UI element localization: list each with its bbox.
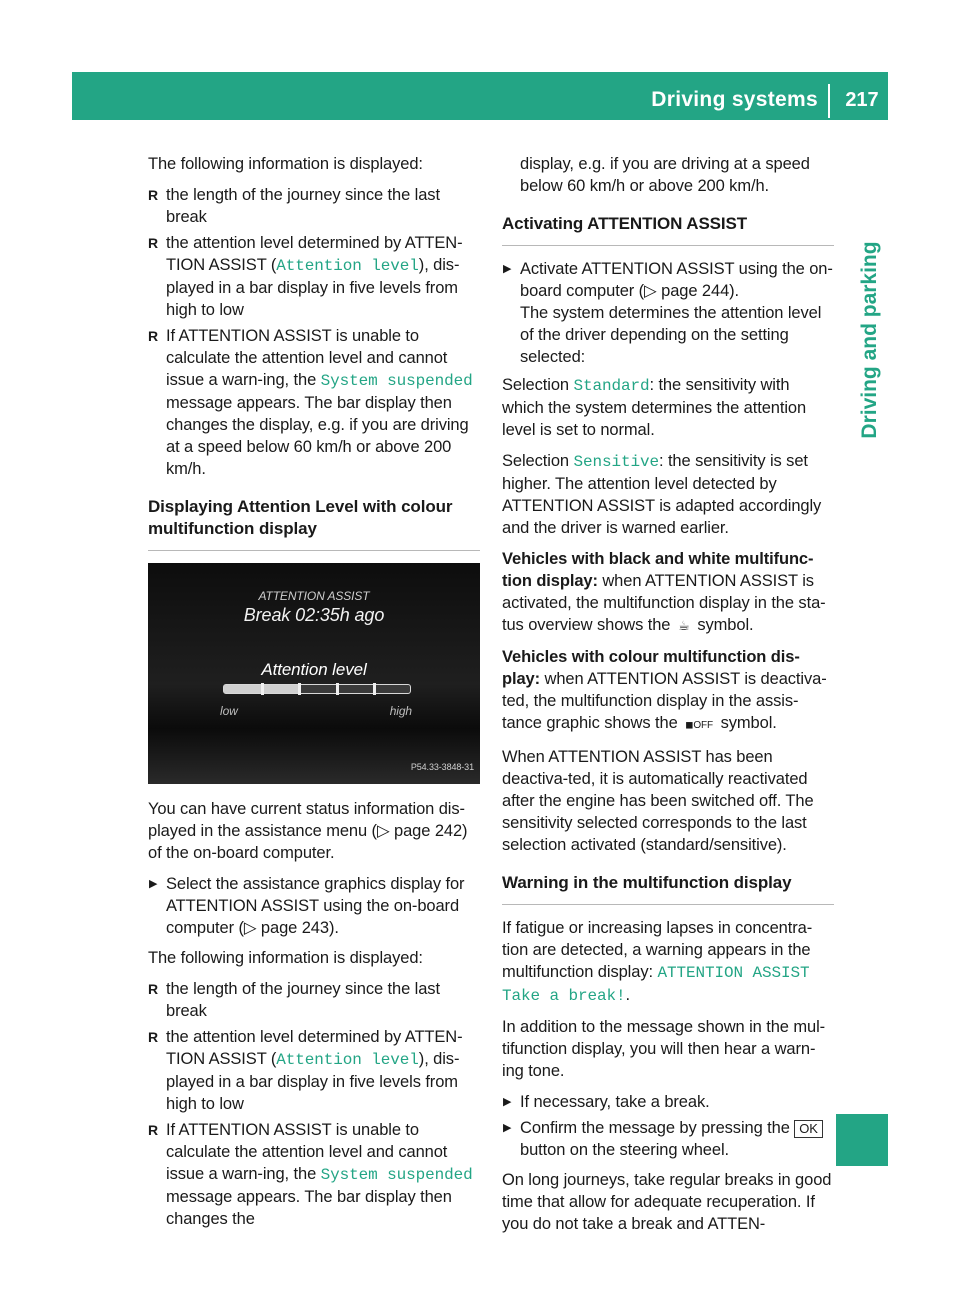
right-column (502, 153, 834, 1244)
section-heading: Warning in the multifunction display (502, 872, 834, 905)
figure-low-label: low (220, 704, 238, 718)
display-message: Sensitive (573, 453, 659, 471)
bullet-item: R If ATTENTION ASSIST is unable to calculate the attention level and cannot issue a warn-ing, the System suspended message appears. The bar display then changes the display, e.g. if you are driving at a speed below 60 km/h or above 200 km/h. (148, 325, 480, 480)
page-ref-arrow-icon: ▷ (376, 822, 390, 840)
figure-level-label: Attention level (261, 660, 367, 679)
level-tick (373, 683, 376, 695)
paragraph: On long journeys, take regular breaks in good time that allow for adequate recuperation. If you do not take a break and ATTEN- (502, 1171, 832, 1233)
section-title: Driving systems (651, 88, 818, 111)
header-divider (828, 84, 830, 118)
bullet-item: R the attention level determined by ATTEN-TION ASSIST (Attention level), dis-played in a bar display in five levels from high to low (148, 232, 480, 321)
paragraph: Vehicles with black and white multifunc-tion display: when ATTENTION ASSIST is activated, the multifunction display in the sta-tus overview shows the ☕ symbol. (502, 548, 834, 637)
level-tick (336, 683, 339, 695)
figure-break-text: Break 02:35h ago (243, 605, 385, 625)
chapter-side-label: Driving and parking (858, 241, 881, 439)
paragraph: display, e.g. if you are driving at a speed below 60 km/h or above 200 km/h. (520, 155, 810, 195)
section-heading: Activating ATTENTION ASSIST (502, 213, 834, 246)
paragraph: The following information is displayed: (148, 155, 423, 173)
paragraph: Selection Sensitive: the sensitivity is set higher. The attention level detected by ATTENTION ASSIST is adapted accordingly and the driver is warned earlier. (502, 452, 822, 537)
figure-title: ATTENTION ASSIST (258, 589, 370, 603)
step-item: ▶ If necessary, take a break. (502, 1091, 834, 1113)
level-tick (261, 683, 264, 695)
step-item: ▶ Activate ATTENTION ASSIST using the on-board computer (▷ page 244). The system determines the attention level of the driver depending on the setting selected: (502, 258, 834, 368)
ok-button-icon: OK (794, 1120, 823, 1138)
bullet-item: R the attention level determined by ATTEN-TION ASSIST (Attention level), dis-played in a bar display in five levels from high to low (148, 1026, 480, 1115)
paragraph: In addition to the message shown in the mul-tifunction display, you will then hear a warn-ing tone. (502, 1018, 826, 1080)
chapter-tab-marker (836, 1114, 888, 1166)
display-message: Attention level (276, 1051, 419, 1069)
header-bar (72, 72, 888, 120)
paragraph: You can have current status information dis-played in the assistance menu (▷ page 242) of the on-board computer. (148, 800, 468, 862)
page-number: 217 (845, 89, 879, 111)
paragraph: If fatigue or increasing lapses in concentra-tion are detected, a warning appears in the multifunction display: ATTENTION ASSIST Take a break!. (502, 919, 813, 1005)
section-heading: Displaying Attention Level with colour multifunction display (148, 496, 480, 551)
coffee-cup-icon: ☕ (678, 618, 690, 633)
display-message: ATTENTION ASSIST Take a break! (502, 964, 810, 1005)
left-column (148, 153, 480, 1234)
display-message: Standard (573, 377, 650, 395)
step-item: ▶ Select the assistance graphics display for ATTENTION ASSIST using the on-board computer (▷ page 243). (148, 873, 480, 939)
paragraph: When ATTENTION ASSIST has been deactiva-ted, it is automatically reactivated after the engine has been switched off. The sensitivity selected corresponds to the last selection activated (standard/sensitive). (502, 748, 814, 854)
level-tick (298, 683, 301, 695)
paragraph: Selection Standard: the sensitivity with which the system determines the attention level is set to normal. (502, 376, 807, 439)
bullet-item: R If ATTENTION ASSIST is unable to calculate the attention level and cannot issue a warn-ing, the System suspended message appears. The bar display then changes the (148, 1119, 480, 1230)
step-item: ▶ Confirm the message by pressing the OK button on the steering wheel. (502, 1117, 834, 1161)
display-message: System suspended (320, 1166, 473, 1184)
multifunction-display-figure (148, 563, 480, 784)
paragraph: Vehicles with colour multifunction dis-play: when ATTENTION ASSIST is deactiva-ted, the multifunction display in the assis-tance graphic shows the ◼OFF symbol. (502, 646, 834, 737)
page-ref-arrow-icon: ▷ (243, 919, 257, 937)
display-message: Attention level (276, 257, 419, 275)
display-message: System suspended (320, 372, 473, 390)
figure-code: P54.33-3848-31 (410, 762, 474, 772)
attention-level-bar (223, 684, 411, 694)
page-ref-arrow-icon: ▷ (644, 282, 657, 300)
bullet-item: R the length of the journey since the last break (148, 184, 480, 228)
attention-off-icon: ◼OFF (685, 720, 714, 731)
paragraph: The following information is displayed: (148, 949, 423, 967)
bullet-item: R the length of the journey since the last break (148, 978, 480, 1022)
figure-high-label: high (389, 704, 412, 718)
